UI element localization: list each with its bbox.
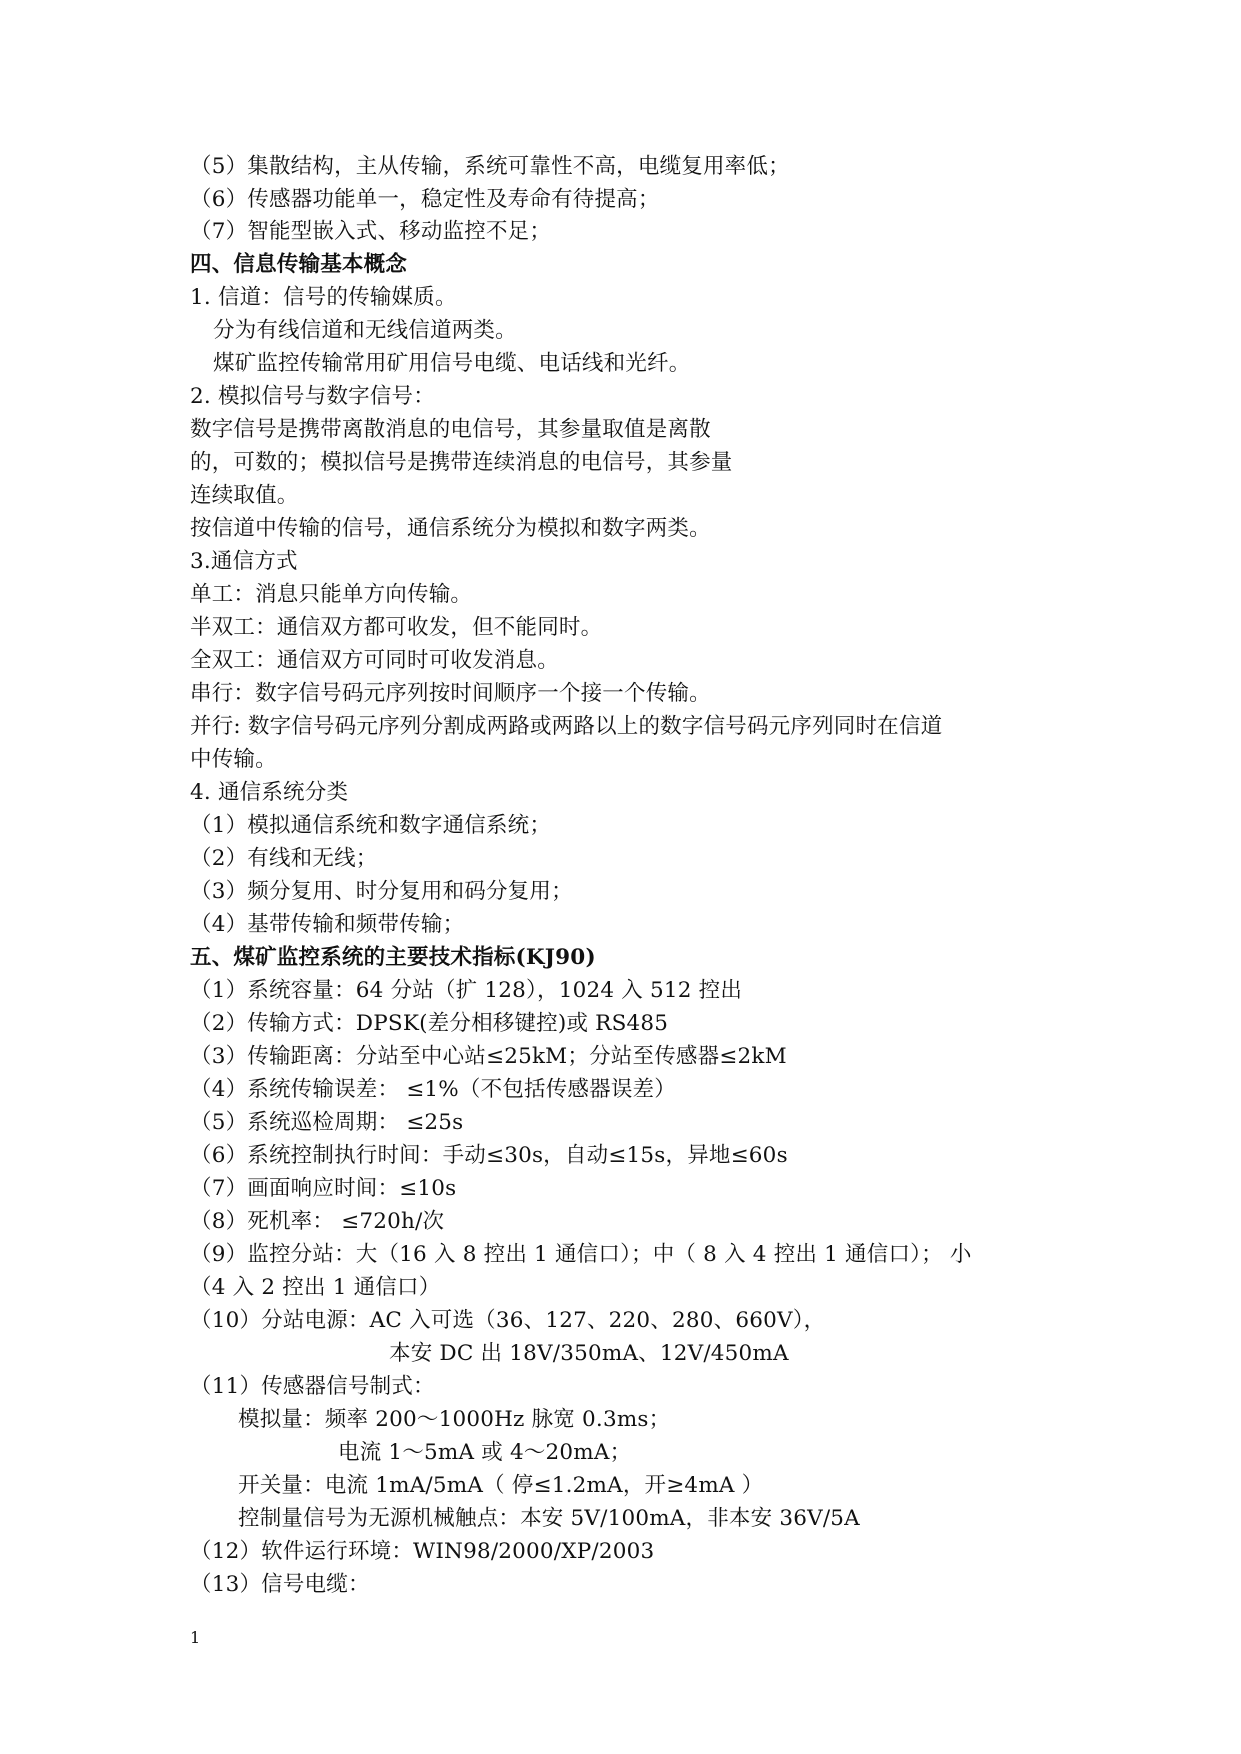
spec-subitem: 开关量：电流 1mA/5mA（ 停≤1.2mA，开≥4mA ） <box>238 1473 764 1498</box>
subheading-comm-classification: 4. 通信系统分类 <box>190 780 349 805</box>
spec-item: （4）系统传输误差： ≤1%（不包括传感器误差） <box>190 1077 676 1102</box>
spec-item: （12）软件运行环境：WIN98/2000/XP/2003 <box>190 1539 655 1564</box>
paragraph-line: 并行: 数字信号码元序列分割成两路或两路以上的数字信号码元序列同时在信道 <box>190 714 943 739</box>
page-number: 1 <box>190 1628 201 1647</box>
spec-item: （6）系统控制执行时间：手动≤30s，自动≤15s，异地≤60s <box>190 1143 788 1168</box>
spec-item: （3）传输距离：分站至中心站≤25kM；分站至传感器≤2kM <box>190 1044 787 1069</box>
spec-item: （8）死机率： ≤720h/次 <box>190 1209 445 1234</box>
paragraph-line: 全双工：通信双方可同时可收发消息。 <box>190 648 559 673</box>
spec-subitem: 模拟量：频率 200～1000Hz 脉宽 0.3ms； <box>238 1407 671 1432</box>
paragraph-line: 煤矿监控传输常用矿用信号电缆、电话线和光纤。 <box>213 351 691 376</box>
spec-item: （13）信号电缆： <box>190 1572 370 1597</box>
section-heading-4: 四、信息传输基本概念 <box>190 252 408 277</box>
spec-subitem-continued: 电流 1～5mA 或 4～20mA； <box>338 1440 632 1465</box>
list-item-7: （7）智能型嵌入式、移动监控不足； <box>190 219 552 244</box>
paragraph-line: 中传输。 <box>190 747 277 772</box>
spec-item: （1）系统容量：64 分站（扩 128），1024 入 512 控出 <box>190 978 743 1003</box>
list-item: （3）频分复用、时分复用和码分复用； <box>190 879 573 904</box>
list-item: （4）基带传输和频带传输； <box>190 912 465 937</box>
spec-item: （2）传输方式：DPSK(差分相移键控)或 RS485 <box>190 1011 669 1036</box>
list-item-6: （6）传感器功能单一，稳定性及寿命有待提高； <box>190 187 660 212</box>
paragraph-line: 单工：消息只能单方向传输。 <box>190 582 473 607</box>
subheading-channel: 1. 信道：信号的传输媒质。 <box>190 285 457 310</box>
list-item: （1）模拟通信系统和数字通信系统； <box>190 813 552 838</box>
spec-item-continued: 本安 DC 出 18V/350mA、12V/450mA <box>389 1341 789 1366</box>
paragraph-line: 半双工：通信双方都可收发，但不能同时。 <box>190 615 603 640</box>
list-item: （2）有线和无线； <box>190 846 378 871</box>
section-heading-5: 五、煤矿监控系统的主要技术指标(KJ90) <box>190 945 596 970</box>
paragraph-line: 分为有线信道和无线信道两类。 <box>213 318 517 343</box>
paragraph-line: 串行：数字信号码元序列按时间顺序一个接一个传输。 <box>190 681 711 706</box>
paragraph-line: 的，可数的；模拟信号是携带连续消息的电信号，其参量 <box>190 450 733 475</box>
paragraph-line: 按信道中传输的信号，通信系统分为模拟和数字两类。 <box>190 516 711 541</box>
list-item-5: （5）集散结构，主从传输，系统可靠性不高，电缆复用率低； <box>190 154 790 179</box>
spec-item: （5）系统巡检周期： ≤25s <box>190 1110 464 1135</box>
spec-item: （7）画面响应时间：≤10s <box>190 1176 457 1201</box>
spec-item: （10）分站电源：AC 入可选（36、127、220、280、660V）， <box>190 1308 826 1333</box>
spec-item-continued: （4 入 2 控出 1 通信口） <box>190 1275 441 1300</box>
paragraph-line: 数字信号是携带离散消息的电信号，其参量取值是离散 <box>190 417 711 442</box>
spec-subitem: 控制量信号为无源机械触点：本安 5V/100mA，非本安 36V/5A <box>238 1506 860 1531</box>
paragraph-line: 连续取值。 <box>190 483 299 508</box>
spec-item: （9）监控分站：大（16 入 8 控出 1 通信口）；中（ 8 入 4 控出 1 通信口）； 小 <box>190 1242 972 1267</box>
subheading-signals: 2. 模拟信号与数字信号： <box>190 384 435 409</box>
spec-item: （11）传感器信号制式： <box>190 1374 435 1399</box>
subheading-comm-modes: 3.通信方式 <box>190 549 298 574</box>
